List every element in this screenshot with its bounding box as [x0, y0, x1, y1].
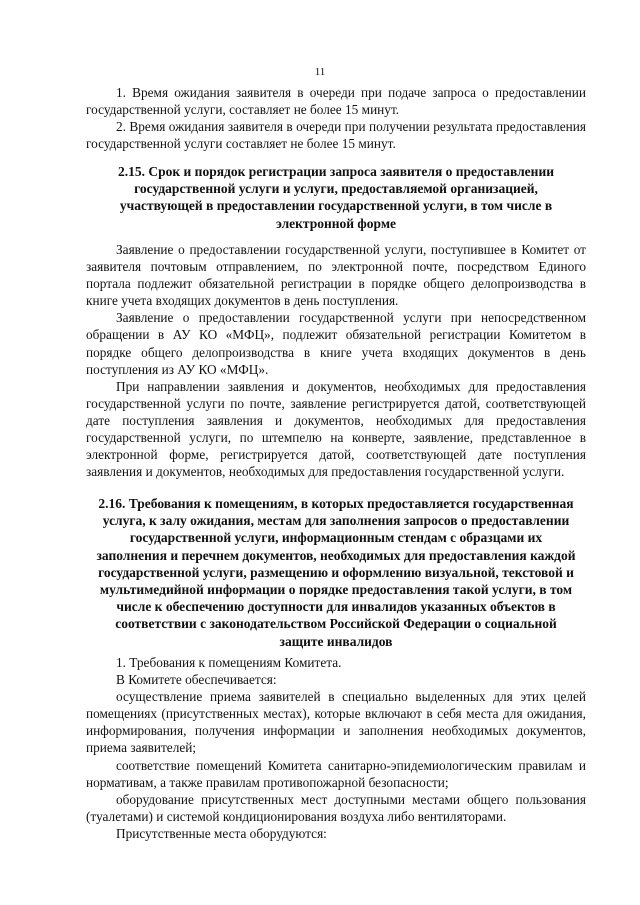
waiting-time-item-2: 2. Время ожидания заявителя в очереди при получении результата предоставления государственной услуги составляет не более 15 минут. — [86, 119, 586, 152]
section-2-16-paragraph-3: осуществление приема заявителей в специально выделенных для этих целей помещениях (присутственных местах), которые включают в себя места для ожидания, информирования, получения информации и заполнения необходимых документов, приема заявителей; — [86, 689, 586, 756]
section-2-16-paragraph-6: Присутственные места оборудуются: — [116, 825, 327, 841]
section-2-16-paragraph-5: оборудование присутственных мест доступными местами общего пользования (туалетами) и системой кондиционирования воздуха либо вентиляторами. — [86, 791, 586, 824]
section-2-15-paragraph-1: Заявление о предоставлении государственной услуги, поступившее в Комитет от заявителя почтовым отправлением, по электронной почте, посредством Единого портала подлежит обязательной регистрации в порядке общего делопроизводства в книге учета входящих документов в день поступления. — [86, 242, 586, 309]
section-2-16-paragraph-4: соответствие помещений Комитета санитарно-эпидемиологическим правилам и нормативам, а также правилам противопожарной безопасности; — [86, 757, 586, 790]
section-2-15-paragraph-2: Заявление о предоставлении государственной услуги при непосредственном обращении в АУ КО «МФЦ», подлежит обязательной регистрации Комитетом в порядке общего делопроизводства в книге учета входящих документов в день поступления из АУ КО «МФЦ». — [86, 310, 586, 377]
section-2-16-heading: 2.16. Требования к помещениям, в которых предоставляется государственная услуга, к залу ожидания, местам для заполнения запросов о предоставлении государственной услуги, информационным стендам с образцами их заполнения и перечнем документов, необходимых для предоставления каждой государственной услуги, размещению и оформлению визуальной, текстовой и мультимедийной информации о порядке предоставления такой услуги, в том числе к обеспечению доступности для инвалидов указанных объектов в соответствии с законодательством Российской Федерации о социальной защите инвалидов — [96, 496, 576, 649]
section-2-15-body — [86, 241, 586, 480]
waiting-time-items — [86, 84, 586, 152]
section-2-15-heading: 2.15. Срок и порядок регистрации запроса заявителя о предоставлении государственной услуги и услуги, предоставляемой организацией, участвующей в предоставлении государственной услуги, в том числе в электронной форме — [117, 164, 555, 231]
section-2-16-paragraph-1: 1. Требования к помещениям Комитета. — [116, 655, 342, 670]
section-2-16-body — [86, 654, 586, 842]
section-2-16-paragraph-2: В Комитете обеспечивается: — [116, 672, 277, 688]
waiting-time-item-1: 1. Время ожидания заявителя в очереди при подаче запроса о предоставлении государственной услуги, составляет не более 15 минут. — [86, 85, 586, 118]
page-number: 11 — [314, 66, 326, 78]
section-2-15-paragraph-3: При направлении заявления и документов, необходимых для предоставления государственной услуги по почте, заявление регистрируется датой, соответствующей дате поступления заявления и документов, необходимых для предоставления государственной услуги, по штемпелю на конверте, заявление, представленное в электронной форме, регистрируется датой, соответствующей дате поступления заявления и документов, необходимых для предоставления государственной услуги. — [86, 378, 586, 480]
